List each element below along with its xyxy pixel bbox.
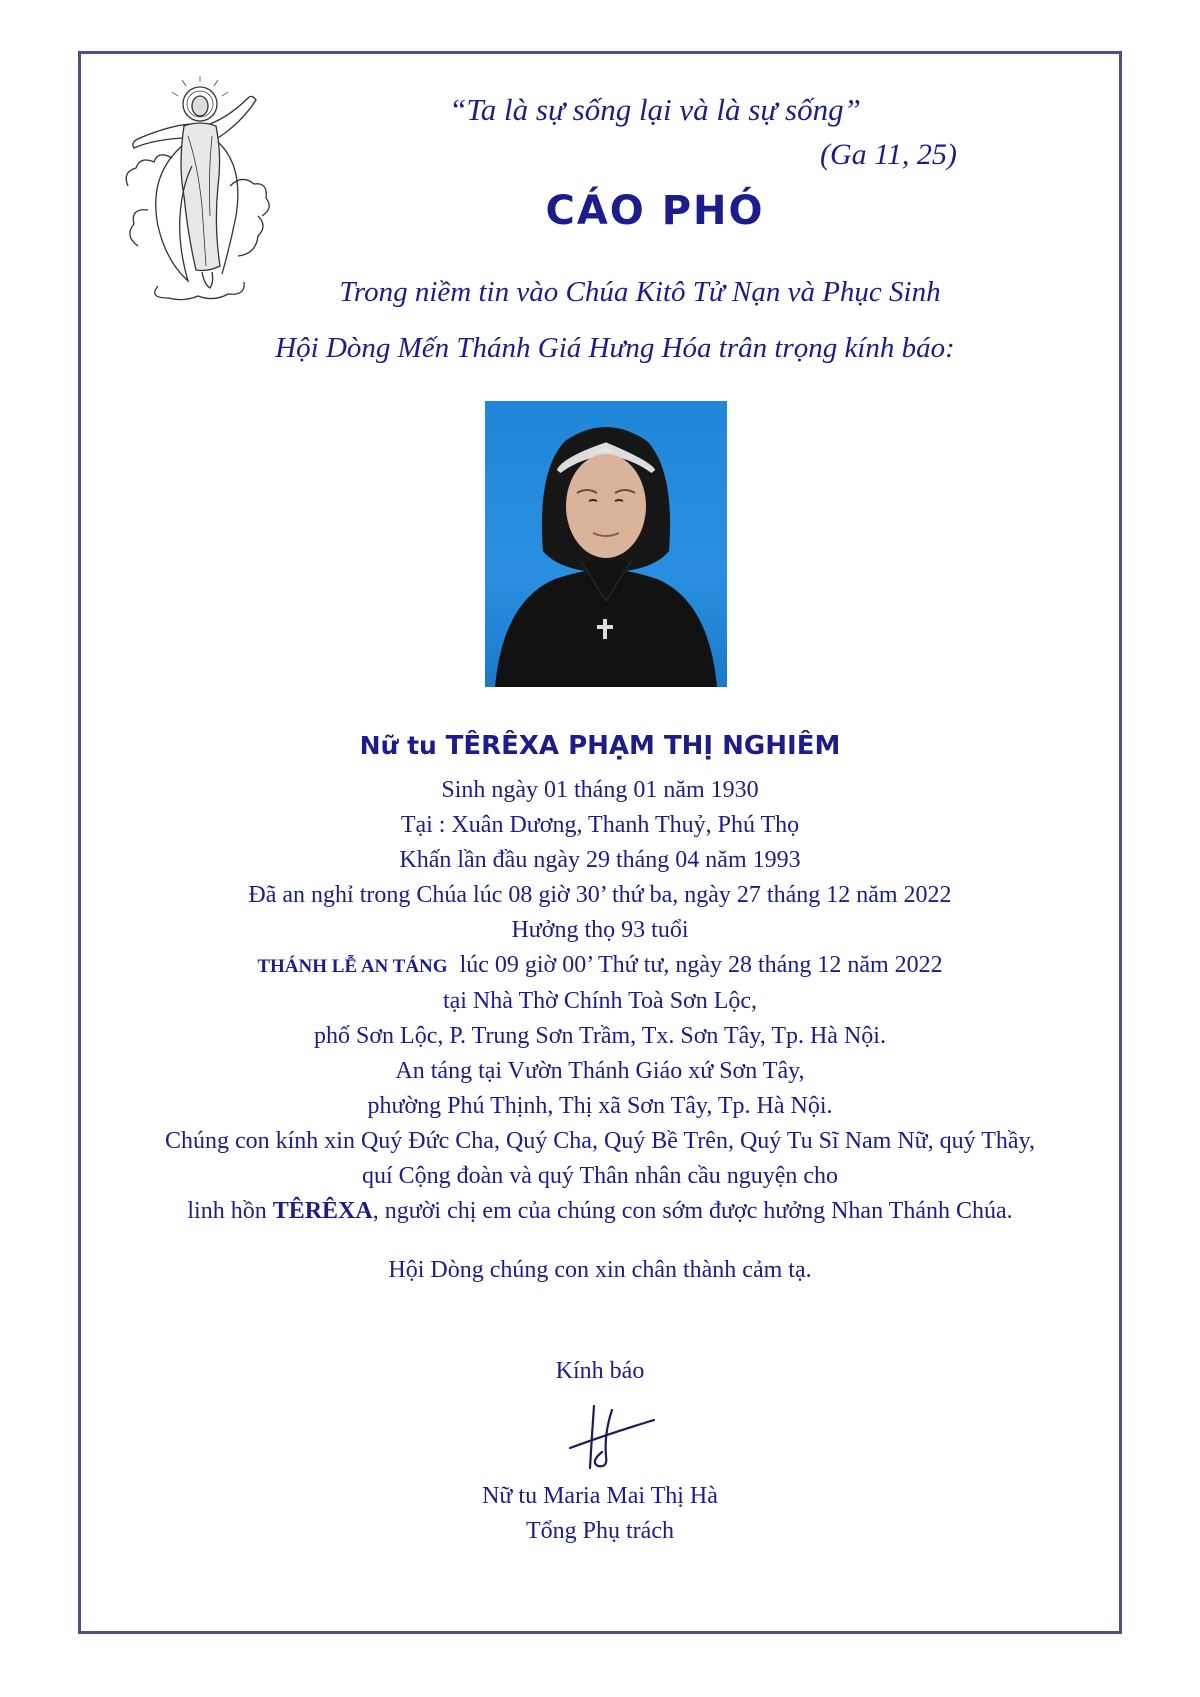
intro-line-2: Hội Dòng Mến Thánh Giá Hưng Hóa trân trọng kính báo: xyxy=(275,332,955,364)
signer-title: Tổng Phụ trách xyxy=(526,1518,674,1544)
first-vows: Khấn lần đầu ngày 29 tháng 04 năm 1993 xyxy=(399,847,801,873)
burial: An táng tại Vườn Thánh Giáo xứ Sơn Tây, xyxy=(395,1058,805,1084)
funeral-mass: THÁNH LỄ AN TÁNG lúc 09 giờ 00’ Thứ tư, ngày 28 tháng 12 năm 2022 xyxy=(257,952,943,978)
prayer-line-3: linh hồn TÊRÊXA, người chị em của chúng con sớm được hưởng Nhan Thánh Chúa. xyxy=(187,1198,1013,1224)
church-address: phố Sơn Lộc, P. Trung Sơn Trầm, Tx. Sơn Tây, Tp. Hà Nội. xyxy=(314,1023,886,1049)
details-block xyxy=(0,773,1200,1229)
page-title: CÁO PHÓ xyxy=(545,188,765,234)
kinh-bao: Kính báo xyxy=(555,1358,645,1384)
birth-place: Tại : Xuân Dương, Thanh Thuỷ, Phú Thọ xyxy=(400,812,800,838)
signer-name: Nữ tu Maria Mai Thị Hà xyxy=(482,1483,718,1509)
prayer-line-1: Chúng con kính xin Quý Đức Cha, Quý Cha, Quý Bề Trên, Quý Tu Sĩ Nam Nữ, quý Thầy, xyxy=(164,1128,1036,1154)
thanks-text: Hội Dòng chúng con xin chân thành cảm tạ. xyxy=(388,1257,812,1283)
scripture-quote: “Ta là sự sống lại và là sự sống” xyxy=(449,92,861,127)
scripture-reference: (Ga 11, 25) xyxy=(820,138,957,171)
burial-address: phường Phú Thịnh, Thị xã Sơn Tây, Tp. Hà Nội. xyxy=(367,1093,833,1119)
signer-block xyxy=(0,1479,1200,1549)
birth-date: Sinh ngày 01 tháng 01 năm 1930 xyxy=(441,777,759,803)
death-date: Đã an nghỉ trong Chúa lúc 08 giờ 30’ thứ ba, ngày 27 tháng 12 năm 2022 xyxy=(248,882,952,908)
deceased-name: Nữ tu TÊRÊXA PHẠM THỊ NGHIÊM xyxy=(359,731,841,761)
church: tại Nhà Thờ Chính Toà Sơn Lộc, xyxy=(442,988,758,1014)
handwritten-signature-icon xyxy=(568,1404,658,1474)
funeral-label: THÁNH LỄ AN TÁNG xyxy=(257,956,448,977)
intro-line-1: Trong niềm tin vào Chúa Kitô Tử Nạn và Phục Sinh xyxy=(339,276,941,308)
prayer-line-2: quí Cộng đoàn và quý Thân nhân cầu nguyện cho xyxy=(361,1163,839,1189)
portrait-photo xyxy=(485,401,727,687)
age: Hưởng thọ 93 tuổi xyxy=(511,917,689,943)
